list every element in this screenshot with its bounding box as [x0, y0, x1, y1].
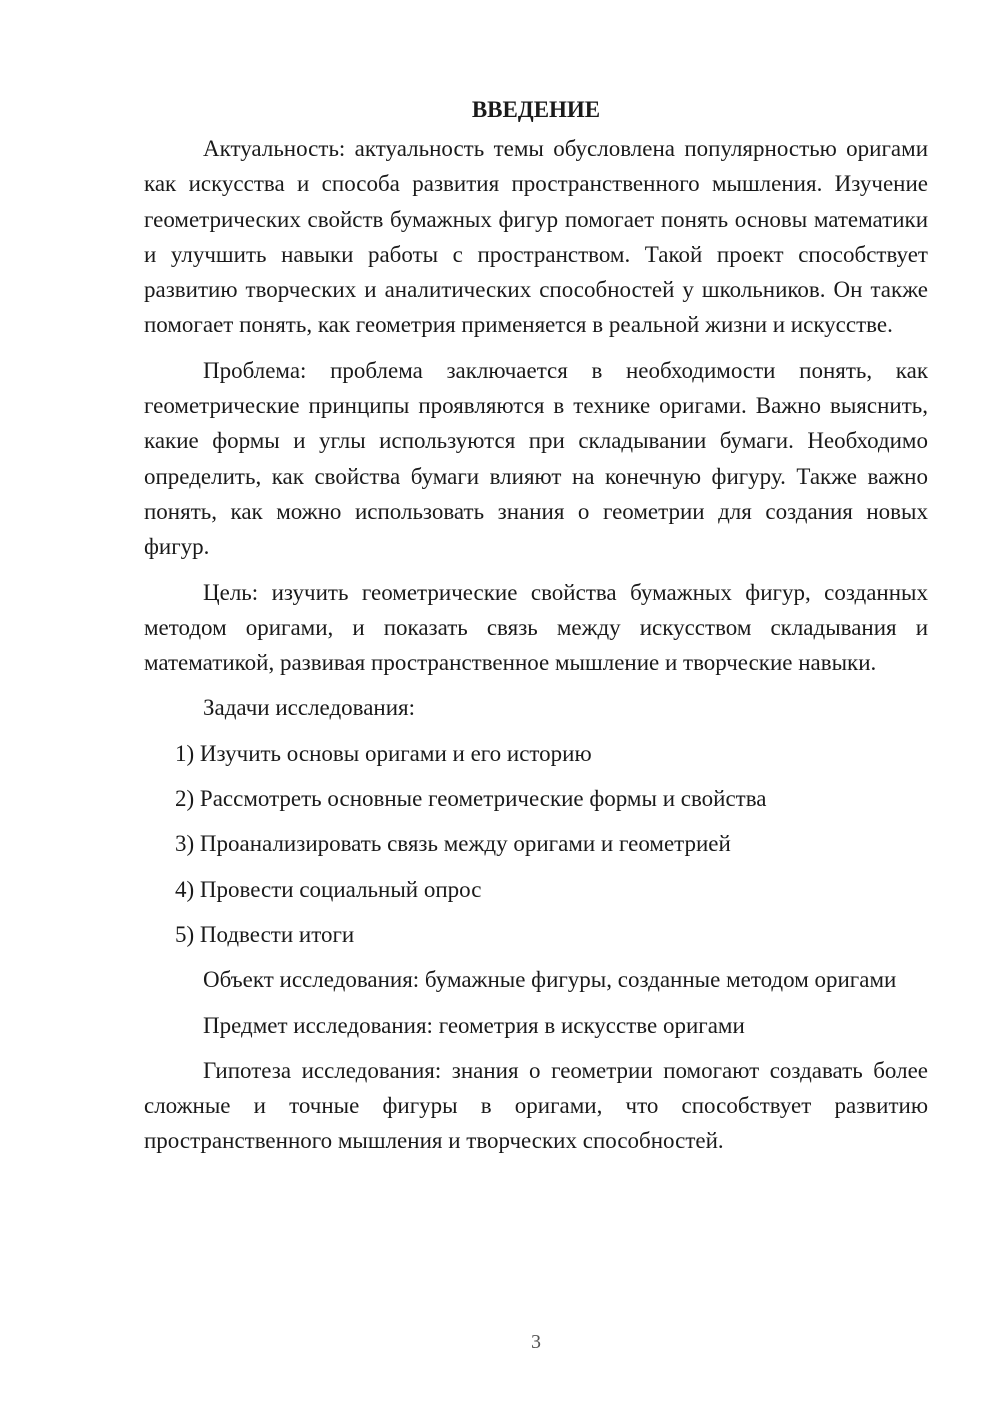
- task-item-3: 3) Проанализировать связь между оригами и геометрией: [175, 831, 731, 857]
- task-item-4: 4) Провести социальный опрос: [175, 876, 482, 902]
- paragraph-relevance: Актуальность: актуальность темы обусловлена популярностью оригами как искусства и способа развития пространственного мышления. Изучение геометрических свойств бумажных фигур помогает понять основы математики и улучшить навыки работы с пространством. Такой проект способствует развитию творческих и аналитических способностей у школьников. Он также помогает понять, как геометрия применяется в реальной жизни и искусстве.: [144, 136, 928, 338]
- task-item-2: 2) Рассмотреть основные геометрические формы и свойства: [175, 786, 767, 812]
- paragraph-problem: Проблема: проблема заключается в необходимости понять, как геометрические принципы проявляются в технике оригами. Важно выяснить, какие формы и углы используются при складывании бумаги. Необходимо определить, как свойства бумаги влияют на конечную фигуру. Также важно понять, как можно использовать знания о геометрии для создания новых фигур.: [144, 357, 928, 560]
- page-number: 3: [531, 1331, 541, 1353]
- task-item-5: 5) Подвести итоги: [175, 921, 355, 947]
- paragraph-goal: Цель: изучить геометрические свойства бумажных фигур, созданных методом оригами, и показать связь между искусством складывания и математикой, развивая пространственное мышление и творческие навыки.: [144, 579, 928, 676]
- task-item-1: 1) Изучить основы оригами и его историю: [175, 740, 592, 766]
- page-content: [144, 92, 928, 1159]
- paragraph-object: Объект исследования: бумажные фигуры, созданные методом оригами: [203, 967, 897, 993]
- tasks-heading: Задачи исследования:: [203, 695, 416, 721]
- tasks-list: [144, 736, 928, 952]
- paragraph-hypothesis: Гипотеза исследования: знания о геометрии помогают создавать более сложные и точные фигуры в оригами, что способствует развитию пространственного мышления и творческих способностей.: [144, 1057, 928, 1154]
- page-title: ВВЕДЕНИЕ: [471, 97, 601, 122]
- paragraph-subject: Предмет исследования: геометрия в искусстве оригами: [203, 1012, 745, 1038]
